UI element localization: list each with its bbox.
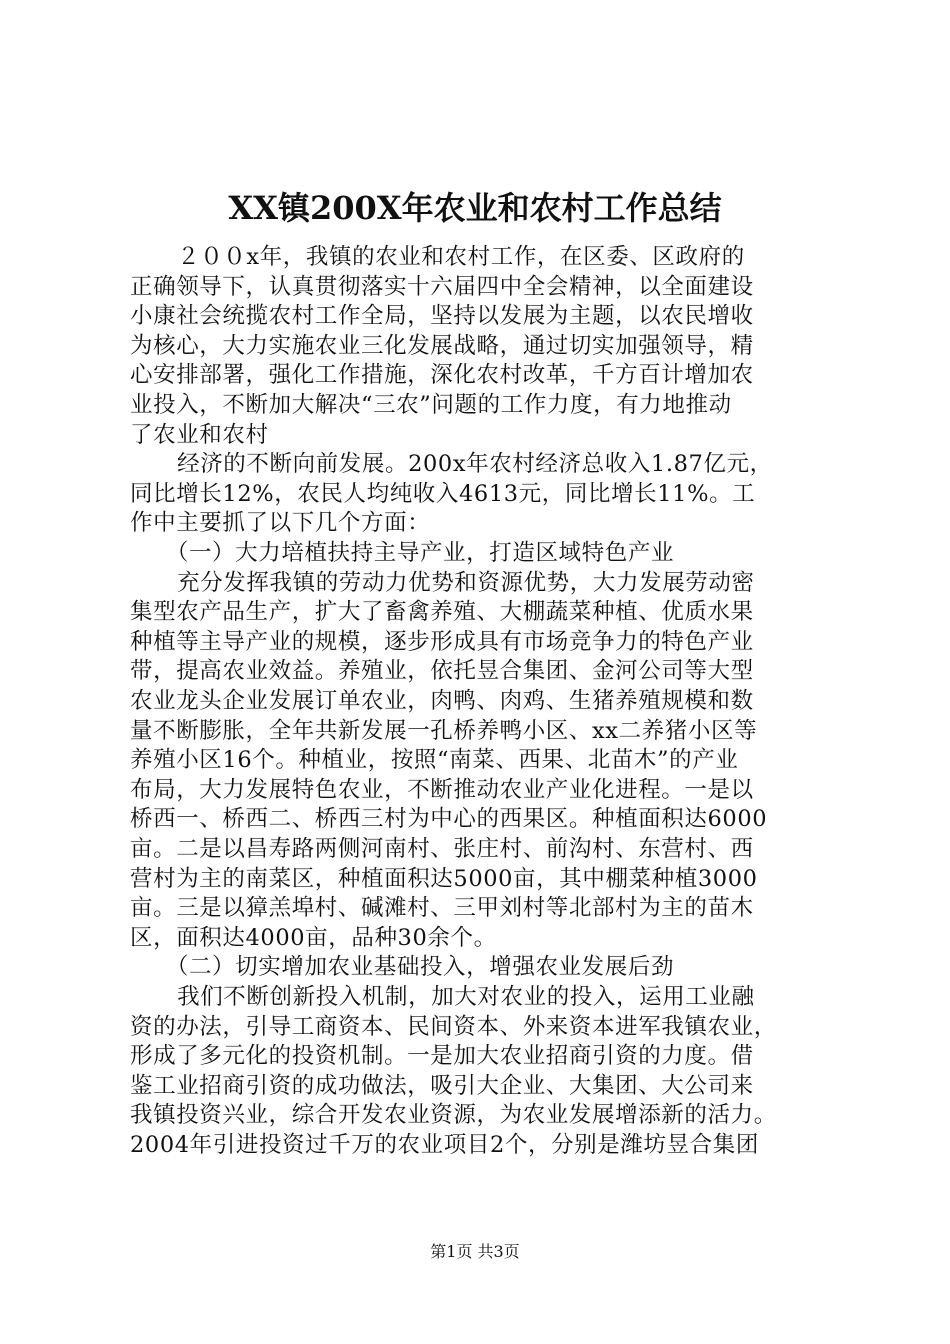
body-line: 带，提高农业效益。养殖业，依托昱合集团、金河公司等大型 xyxy=(130,658,754,685)
body-line: 营村为主的南菜区，种植面积达5000亩，其中棚菜种植3000 xyxy=(130,865,758,892)
body-line: 经济的不断向前发展。200x年农村经济总收入1.87亿元， xyxy=(154,451,773,478)
body-line: 亩。三是以獐羔埠村、碱滩村、三甲刘村等北部村为主的苗木 xyxy=(130,895,754,922)
body-line: 养殖小区16个。种植业，按照“南菜、西果、北苗木”的产业 xyxy=(130,747,739,774)
body-line: 我镇投资兴业，综合开发农业资源，为农业发展增添新的活力。 xyxy=(130,1102,777,1129)
body-line: 鉴工业招商引资的成功做法，吸引大企业、大集团、大公司来 xyxy=(130,1072,754,1099)
body-line: 区，面积达4000亩，品种30余个。 xyxy=(130,924,497,951)
body-line: 作中主要抓了以下几个方面： xyxy=(130,510,431,537)
body-line: 农业龙头企业发展订单农业，肉鸭、肉鸡、生猪养殖规模和数 xyxy=(130,688,754,714)
body-line: 同比增长12%，农民人均纯收入4613元，同比增长11%。工 xyxy=(130,480,756,507)
page-footer: 第1页 共3页 xyxy=(430,1242,520,1261)
body-line: 为核心，大力实施农业三化发展战略，通过切实加强领导，精 xyxy=(130,332,754,359)
body-line: 布局，大力发展特色农业，不断推动农业产业化进程。一是以 xyxy=(130,776,754,803)
body-line: 小康社会统揽农村工作全局，坚持以发展为主题，以农民增收 xyxy=(130,303,754,330)
document-title: XX镇200X年农业和农村工作总结 xyxy=(228,189,722,227)
body-line: 亩。二是以昌寿路两侧河南村、张庄村、前沟村、东营村、西 xyxy=(130,836,754,862)
body-line: 正确领导下，认真贯彻落实十六届四中全会精神，以全面建设 xyxy=(130,273,754,300)
body-line: 我们不断创新投入机制，加大对农业的投入，运用工业融 xyxy=(154,984,755,1010)
body-line: （一）大力培植扶持主导产业，打造区域特色产业 xyxy=(154,540,675,566)
body-line: 心安排部署，强化工作措施，深化农村改革，千方百计增加农 xyxy=(130,362,754,389)
body-line: 量不断膨胀，全年共新发展一孔桥养鸭小区、xx二养猪小区等 xyxy=(130,717,758,744)
body-line: 集型农产品生产，扩大了畜禽养殖、大棚蔬菜种植、优质水果 xyxy=(130,599,754,626)
body-line: 了农业和农村 xyxy=(130,421,269,448)
body-line: （二）切实增加农业基础投入，增强农业发展后劲 xyxy=(154,954,675,981)
body-line: 形成了多元化的投资机制。一是加大农业招商引资的力度。借 xyxy=(130,1043,754,1070)
body-line: 2004年引进投资过千万的农业项目2个，分别是潍坊昱合集团 xyxy=(130,1132,759,1158)
body-line: 桥西一、桥西二、桥西三村为中心的西果区。种植面积达6000 xyxy=(130,806,768,833)
body-line: 充分发挥我镇的劳动力优势和资源优势，大力发展劳动密 xyxy=(154,569,755,596)
body-line: 业投入，不断加大解决“三农”问题的工作力度，有力地推动 xyxy=(130,392,732,418)
body-line: ２００x年，我镇的农业和农村工作，在区委、区政府的 xyxy=(154,244,745,270)
body-line: 种植等主导产业的规模，逐步形成具有市场竞争力的特色产业 xyxy=(130,628,754,655)
body-line: 资的办法，引导工商资本、民间资本、外来资本进军我镇农业， xyxy=(130,1013,777,1040)
